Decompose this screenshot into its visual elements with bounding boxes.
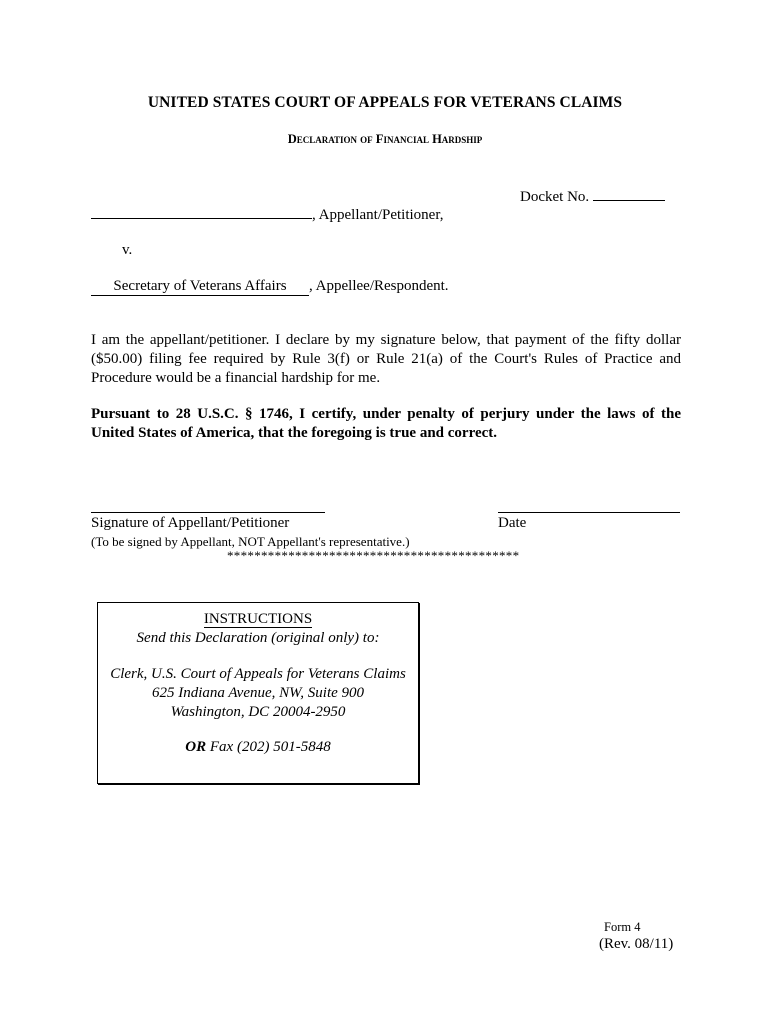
- separator-stars: *******************************************: [227, 548, 520, 563]
- versus-label: v.: [122, 242, 133, 258]
- signature-field[interactable]: [91, 512, 325, 513]
- instructions-fax-line: [97, 739, 419, 756]
- revision-date: (Rev. 08/11): [599, 936, 674, 952]
- date-label: Date: [498, 515, 527, 531]
- court-title: UNITED STATES COURT OF APPEALS FOR VETERANS CLAIMS: [147, 94, 623, 111]
- date-field[interactable]: [498, 512, 680, 513]
- docket-label: Docket No.: [520, 189, 590, 205]
- declaration-paragraph: I am the appellant/petitioner. I declare by my signature below, that payment of the fifty dollar ($50.00) filing fee required by Rule 3(f) or Rule 21(a) of the Court's Rules of Practice and Procedure would be a financial hardship for me.: [91, 332, 681, 386]
- instructions-clerk-line: Clerk, U.S. Court of Appeals for Veterans Claims: [110, 666, 406, 682]
- instructions-heading-text: INSTRUCTIONS: [203, 611, 313, 627]
- instructions-address-line-2: Washington, DC 20004-2950: [170, 704, 346, 720]
- instructions-send-line: Send this Declaration (original only) to:: [136, 630, 380, 646]
- fax-number: Fax (202) 501-5848: [206, 739, 331, 755]
- signature-label: Signature of Appellant/Petitioner: [91, 515, 290, 531]
- certification-paragraph: Pursuant to 28 U.S.C. § 1746, I certify, under penalty of perjury under the laws of the United States of America, that the foregoing is true and correct.: [91, 406, 681, 441]
- appellee-line: [91, 278, 449, 296]
- appellant-line: [91, 204, 443, 224]
- fax-or-label: OR: [185, 739, 207, 755]
- docket-number: [520, 186, 665, 206]
- instructions-address-line-1: 625 Indiana Avenue, NW, Suite 900: [151, 685, 365, 701]
- instructions-heading: [97, 611, 419, 628]
- appellee-role: , Appellee/Respondent.: [309, 278, 449, 294]
- signature-note: (To be signed by Appellant, NOT Appellant's representative.): [91, 534, 410, 549]
- appellant-name-field[interactable]: [91, 204, 312, 219]
- appellee-name: Secretary of Veterans Affairs: [91, 278, 309, 296]
- appellant-role: , Appellant/Petitioner,: [312, 207, 444, 223]
- docket-number-field[interactable]: [593, 186, 665, 201]
- declaration-title: Declaration of Financial Hardship: [287, 132, 483, 146]
- form-number: Form 4: [604, 920, 641, 934]
